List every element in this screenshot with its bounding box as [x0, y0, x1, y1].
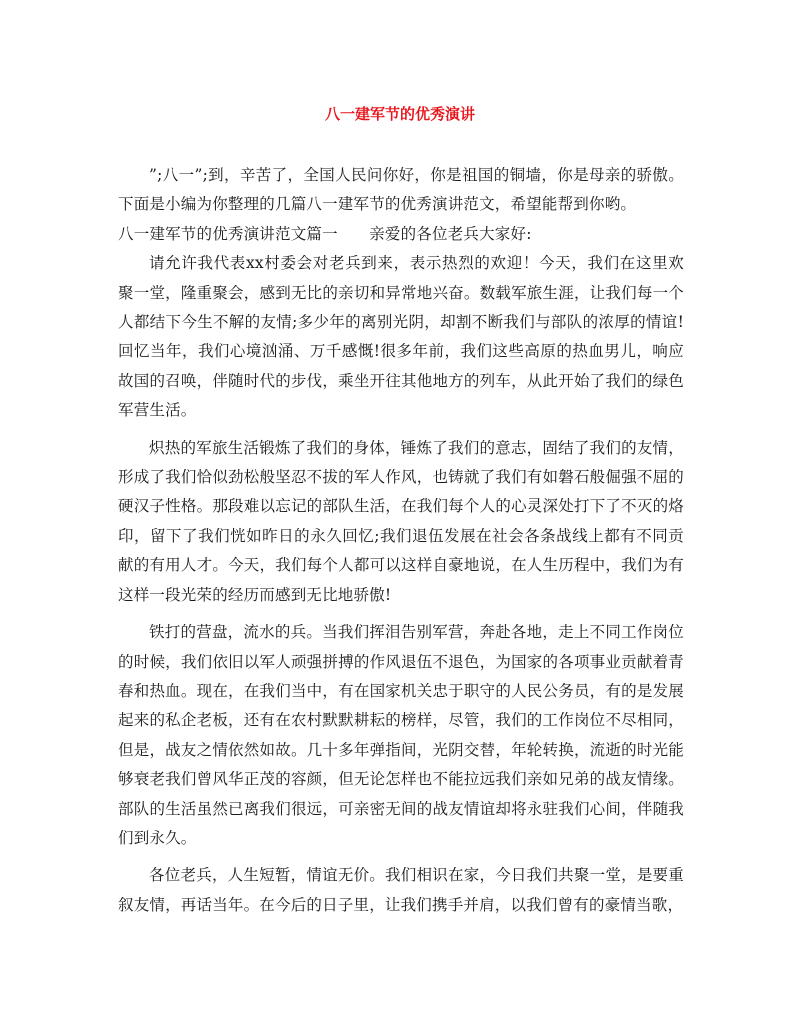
paragraph-intro: ”;八一”;到，辛苦了，全国人民问你好，你是祖国的铜墙，你是母亲的骄傲。下面是小编为你整理的几篇八一建军节的优秀演讲范文，希望能帮到你哟。	[118, 166, 684, 214]
paragraph-welcome: 请允许我代表xx村委会对老兵到来，表示热烈的欢迎！今天，我们在这里欢聚一堂，隆重聚会，感到无比的亲切和异常地兴奋。数载军旅生涯，让我们每一个人都结下今生不解的友情;多少年的离别光阴，却割不断我们与部队的浓厚的情谊!回忆当年，我们心境汹涌、万千感慨!很多年前，我们这些高原的热血男儿，响应故国的召唤，伴随时代的步伐，乘坐开往其他地方的列车，从此开始了我们的绿色军营生活。	[118, 254, 684, 420]
paragraph-military-life: 炽热的军旅生活锻炼了我们的身体，锤炼了我们的意志，固结了我们的友情，形成了我们恰似劲松般坚忍不拔的军人作风，也铸就了我们有如磐石般倔强不屈的硬汉子性格。那段难以忘记的部队生活，在我们每个人的心灵深处打下了不灭的烙印，留下了我们恍如昨日的永久回忆;我们退伍发展在社会各条战线上都有不同贡献的有用人才。今天，我们每个人都可以这样自豪地说，在人生历程中，我们为有这样一段光荣的经历而感到无比地骄傲!	[118, 438, 684, 604]
paragraph-section-heading: 八一建军节的优秀演讲范文篇一 亲爱的各位老兵大家好:	[118, 224, 532, 243]
paragraph-after-service: 铁打的营盘，流水的兵。当我们挥泪告别军营，奔赴各地，走上不同工作岗位的时候，我们依旧以军人顽强拼搏的作风退伍不退色，为国家的各项事业贡献着青春和热血。现在，在我们当中，有在国家机关忠于职守的人民公务员，有的是发展起来的私企老板，还有在农村默默耕耘的榜样，尽管，我们的工作岗位不尽相同，但是，战友之情依然如故。几十多年弹指间，光阴交替，年轮转换，流逝的时光能够衰老我们曾风华正茂的容颜，但无论怎样也不能拉远我们亲如兄弟的战友情缘。部队的生活虽然已离我们很远，可亲密无间的战友情谊却将永驻我们心间，伴随我们到永久。	[118, 623, 684, 847]
document-title: 八一建军节的优秀演讲	[324, 105, 475, 123]
document-body	[118, 161, 684, 920]
paragraph-friendship: 各位老兵，人生短暂，情谊无价。我们相识在家，今日我们共聚一堂，是要重叙友情，再话当年。在今后的日子里，让我们携手并肩，以我们曾有的豪情当歌，	[118, 866, 684, 914]
